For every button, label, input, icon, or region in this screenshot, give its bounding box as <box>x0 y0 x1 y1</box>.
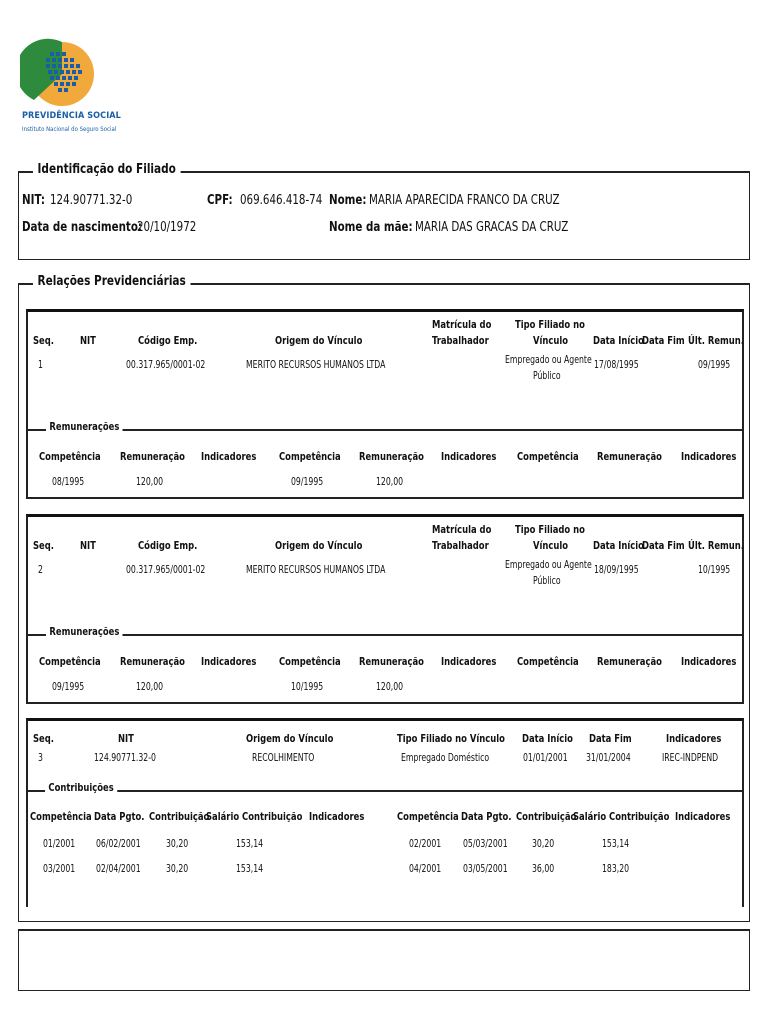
nit-value: 124.90771.32-0 <box>50 193 133 208</box>
remuneracoes-legend: Remunerações <box>46 625 123 638</box>
contrib-valor: 36,00 <box>532 863 555 875</box>
rem-col-indicadores: Indicadores <box>441 655 497 668</box>
mae-label: Nome da mãe: <box>329 220 413 235</box>
rem-col-indicadores: Indicadores <box>681 450 737 463</box>
tipo-value-2: Público <box>533 575 561 587</box>
mae-value: MARIA DAS GRACAS DA CRUZ <box>415 220 569 235</box>
col-origem: Origem do Vínculo <box>275 334 363 347</box>
contrib-salario: 153,14 <box>236 838 264 850</box>
recolhimento-record <box>26 718 744 907</box>
col-ult-remun: Últ. Remun. <box>688 539 744 552</box>
contrib-competencia: 02/2001 <box>409 838 442 850</box>
seq-value: 1 <box>38 359 43 371</box>
col-indicadores: Indicadores <box>666 732 722 745</box>
remuneracoes-legend: Remunerações <box>46 420 123 433</box>
rem-col-remuneracao: Remuneração <box>359 450 424 463</box>
contrib-competencia: 03/2001 <box>43 863 76 875</box>
col-nit: NIT <box>80 539 96 552</box>
rem-col-competencia: Competência <box>517 450 579 463</box>
rem-col-remuneracao: Remuneração <box>120 655 185 668</box>
contribuicoes-legend: Contribuições <box>45 781 117 794</box>
contrib-col-contribuicao: Contribuição <box>516 810 577 823</box>
cpf-label: CPF: <box>207 193 233 208</box>
footer-box <box>18 929 750 991</box>
ult-remun-value: 10/1995 <box>698 564 731 576</box>
nascimento-label: Data de nascimento: <box>22 220 143 235</box>
rem-valor: 120,00 <box>136 681 164 693</box>
data-inicio-value: 18/09/1995 <box>594 564 639 576</box>
origem-value: RECOLHIMENTO <box>252 752 315 764</box>
contrib-col-salario: Salário Contribuição <box>573 810 670 823</box>
rem-col-indicadores: Indicadores <box>441 450 497 463</box>
col-data-fim: Data Fim <box>642 334 685 347</box>
contrib-salario: 183,20 <box>602 863 630 875</box>
rem-col-indicadores: Indicadores <box>201 655 257 668</box>
col-data-fim: Data Fim <box>642 539 685 552</box>
data-inicio-value: 01/01/2001 <box>523 752 568 764</box>
indicadores-value: IREC-INDPEND <box>662 752 719 764</box>
identificacao-section <box>18 171 750 260</box>
col-nit: NIT <box>80 334 96 347</box>
tipo-value: Empregado Doméstico <box>401 752 490 764</box>
col-tipo: Tipo Filiado no <box>515 523 585 536</box>
rem-col-competencia: Competência <box>279 450 341 463</box>
nome-value: MARIA APARECIDA FRANCO DA CRUZ <box>369 193 560 208</box>
col-tipo: Tipo Filiado no Vínculo <box>397 732 505 745</box>
contrib-valor: 30,20 <box>166 863 189 875</box>
col-matricula: Matrícula do <box>432 318 492 331</box>
contrib-col-competencia: Competência <box>30 810 92 823</box>
col-matricula-2: Trabalhador <box>432 539 489 552</box>
rem-col-remuneracao: Remuneração <box>359 655 424 668</box>
col-codigo: Código Emp. <box>138 334 198 347</box>
contrib-col-data-pgto: Data Pgto. <box>461 810 512 823</box>
vinculo-record <box>26 309 744 499</box>
codigo-value: 00.317.965/0001-02 <box>126 359 206 371</box>
contrib-col-competencia: Competência <box>397 810 459 823</box>
contrib-salario: 153,14 <box>602 838 630 850</box>
tipo-value: Empregado ou Agente <box>505 354 592 366</box>
contrib-col-indicadores: Indicadores <box>675 810 731 823</box>
rem-col-competencia: Competência <box>279 655 341 668</box>
contrib-col-indicadores: Indicadores <box>309 810 365 823</box>
rem-competencia: 08/1995 <box>52 476 85 488</box>
logo-subtitle: Instituto Nacional do Seguro Social <box>22 126 117 133</box>
rem-col-indicadores: Indicadores <box>201 450 257 463</box>
rem-col-remuneracao: Remuneração <box>120 450 185 463</box>
rem-col-indicadores: Indicadores <box>681 655 737 668</box>
nome-label: Nome: <box>329 193 367 208</box>
contrib-data-pgto: 02/04/2001 <box>96 863 141 875</box>
col-data-inicio: Data Início <box>522 732 573 745</box>
col-tipo-2: Vínculo <box>533 539 569 552</box>
rem-competencia: 09/1995 <box>291 476 324 488</box>
seq-value: 3 <box>38 752 43 764</box>
nit-label: NIT: <box>22 193 45 208</box>
nascimento-value: 20/10/1972 <box>137 220 197 235</box>
col-codigo: Código Emp. <box>138 539 198 552</box>
cpf-value: 069.646.418-74 <box>240 193 323 208</box>
nit-value: 124.90771.32-0 <box>94 752 156 764</box>
rem-valor: 120,00 <box>376 476 404 488</box>
origem-value: MERITO RECURSOS HUMANOS LTDA <box>246 359 386 371</box>
rem-col-competencia: Competência <box>39 655 101 668</box>
col-origem: Origem do Vínculo <box>275 539 363 552</box>
contrib-col-salario: Salário Contribuição <box>206 810 303 823</box>
contrib-col-data-pgto: Data Pgto. <box>94 810 145 823</box>
seq-value: 2 <box>38 564 43 576</box>
col-tipo-2: Vínculo <box>533 334 569 347</box>
contrib-data-pgto: 03/05/2001 <box>463 863 508 875</box>
col-data-inicio: Data Início <box>593 539 644 552</box>
ult-remun-value: 09/1995 <box>698 359 731 371</box>
codigo-value: 00.317.965/0001-02 <box>126 564 206 576</box>
contrib-competencia: 01/2001 <box>43 838 76 850</box>
col-tipo: Tipo Filiado no <box>515 318 585 331</box>
data-fim-value: 31/01/2004 <box>586 752 631 764</box>
rem-col-remuneracao: Remuneração <box>597 450 662 463</box>
col-origem: Origem do Vínculo <box>246 732 334 745</box>
rem-col-competencia: Competência <box>39 450 101 463</box>
contrib-valor: 30,20 <box>532 838 555 850</box>
rem-competencia: 09/1995 <box>52 681 85 693</box>
contrib-competencia: 04/2001 <box>409 863 442 875</box>
contrib-salario: 153,14 <box>236 863 264 875</box>
col-seq: Seq. <box>33 334 54 347</box>
col-seq: Seq. <box>33 732 54 745</box>
rem-valor: 120,00 <box>136 476 164 488</box>
contrib-data-pgto: 05/03/2001 <box>463 838 508 850</box>
col-seq: Seq. <box>33 539 54 552</box>
origem-value: MERITO RECURSOS HUMANOS LTDA <box>246 564 386 576</box>
rem-col-competencia: Competência <box>517 655 579 668</box>
rem-col-remuneracao: Remuneração <box>597 655 662 668</box>
contrib-col-contribuicao: Contribuição <box>149 810 210 823</box>
data-inicio-value: 17/08/1995 <box>594 359 639 371</box>
col-matricula-2: Trabalhador <box>432 334 489 347</box>
col-data-inicio: Data Início <box>593 334 644 347</box>
vinculo-record <box>26 514 744 704</box>
contrib-valor: 30,20 <box>166 838 189 850</box>
rem-valor: 120,00 <box>376 681 404 693</box>
logo-title: PREVIDÊNCIA SOCIAL <box>22 111 121 121</box>
col-nit: NIT <box>118 732 134 745</box>
relacoes-legend: Relações Previdenciárias <box>33 274 190 289</box>
col-data-fim: Data Fim <box>589 732 632 745</box>
col-ult-remun: Últ. Remun. <box>688 334 744 347</box>
rem-competencia: 10/1995 <box>291 681 324 693</box>
tipo-value: Empregado ou Agente <box>505 559 592 571</box>
contrib-data-pgto: 06/02/2001 <box>96 838 141 850</box>
tipo-value-2: Público <box>533 370 561 382</box>
identificacao-legend: Identificação do Filiado <box>33 162 180 177</box>
col-matricula: Matrícula do <box>432 523 492 536</box>
